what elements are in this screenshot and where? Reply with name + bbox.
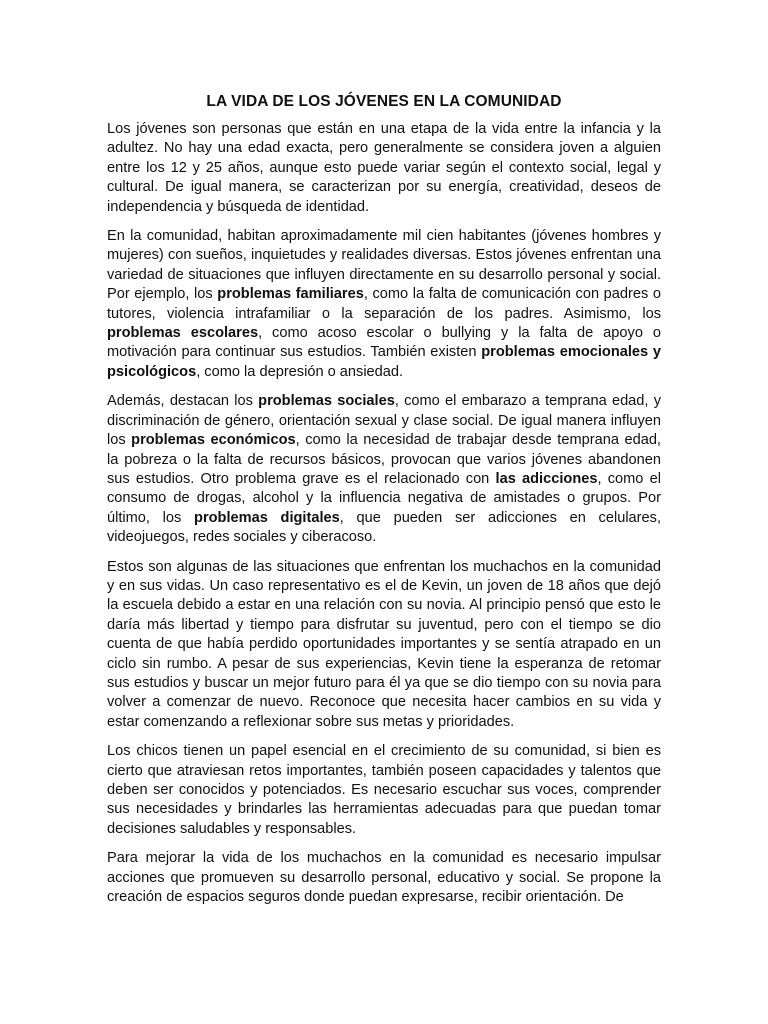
document-page	[107, 92, 661, 917]
bold-term: problemas sociales	[258, 393, 395, 410]
paragraph-text: En la comunidad, habitan aproximadamente mil cien habitantes (jóvenes hombres y mujeres) con sueños, inquietudes y realidades diversas. Estos jóvenes enfrentan una variedad de situaciones que influyen directamente en su desarrollo personal y social. Por ejemplo, los	[107, 228, 661, 303]
paragraph-intro	[107, 120, 661, 217]
paragraph-community	[107, 227, 661, 382]
paragraph-kevin-case	[107, 558, 661, 733]
paragraph-role	[107, 742, 661, 839]
paragraph-text: Estos son algunas de las situaciones que enfrentan los muchachos en la comunidad y en sus vidas. Un caso representativo es el de Kevin, un joven de 18 años que dejó la escuela debido a estar en una relación con su novia. Al principio pensó que esto le daría más libertad y tiempo para disfrutar su juventud, pero con el tiempo se dio cuenta de que había perdido oportunidades importantes y se sentía atrapado en un ciclo sin rumbo. A pesar de sus experiencias, Kevin tiene la esperanza de retomar sus estudios y buscar un mejor futuro para él ya que se dio tiempo con su novia para volver a comenzar de nuevo. Reconoce que necesita hacer cambios en su vida y estar comenzando a reflexionar sobre sus metas y prioridades.	[107, 558, 661, 730]
bold-term: problemas digitales	[194, 509, 340, 526]
paragraph-text: Los jóvenes son personas que están en una etapa de la vida entre la infancia y la adultez. No hay una edad exacta, pero generalmente se considera joven a alguien entre los 12 y 25 años, aunque esto puede variar según el contexto social, legal y cultural. De igual manera, se caracterizan por su energía, creatividad, deseos de independencia y búsqueda de identidad.	[107, 121, 661, 215]
bold-term: problemas emocionales y psicológicos	[107, 344, 661, 380]
paragraph-text: Además, destacan los	[107, 393, 259, 410]
bold-term: problemas económicos	[131, 432, 296, 449]
paragraph-text: , que pueden ser adicciones en celulares, videojuegos, redes sociales y ciberacoso.	[107, 509, 662, 546]
paragraph-text: , como el consumo de drogas, alcohol y la influencia negativa de amistades o grupos. Por último, los	[107, 470, 661, 526]
paragraph-proposal	[107, 849, 661, 907]
paragraph-text: , como la falta de comunicación con padres o tutores, violencia intrafamiliar o la separación de los padres. Asimismo, los	[107, 286, 661, 322]
document-title: LA VIDA DE LOS JÓVENES EN LA COMUNIDAD	[206, 93, 562, 110]
bold-term: problemas escolares	[107, 325, 259, 342]
paragraph-problems	[107, 392, 661, 547]
paragraph-text: Los chicos tienen un papel esencial en el crecimiento de su comunidad, si bien es cierto que atraviesan retos importantes, también poseen capacidades y talentos que deben ser conocidos y potenciados. Es necesario escuchar sus voces, comprender sus necesidades y brindarles las herramientas adecuadas para que puedan tomar decisiones saludables y responsables.	[107, 743, 661, 837]
paragraph-text: , como acoso escolar o bullying y la falta de apoyo o motivación para continuar sus estudios. También existen	[107, 325, 661, 361]
bold-term: las adicciones	[495, 470, 598, 487]
paragraph-text: , como la depresión o ansiedad.	[196, 363, 404, 380]
bold-term: problemas familiares	[217, 286, 364, 303]
paragraph-text: , como el embarazo a temprana edad, y discriminación de género, orientación sexual y clase social. De igual manera influyen los	[107, 393, 661, 449]
paragraph-text: , como la necesidad de trabajar desde temprana edad, la pobreza o la falta de recursos básicos, provocan que varios jóvenes abandonen sus estudios. Otro problema grave es el relacionado con	[107, 432, 661, 487]
paragraph-text: Para mejorar la vida de los muchachos en la comunidad es necesario impulsar acciones que promueven su desarrollo personal, educativo y social. Se propone la creación de espacios seguros donde puedan expresarse, recibir orientación. De	[107, 850, 661, 906]
